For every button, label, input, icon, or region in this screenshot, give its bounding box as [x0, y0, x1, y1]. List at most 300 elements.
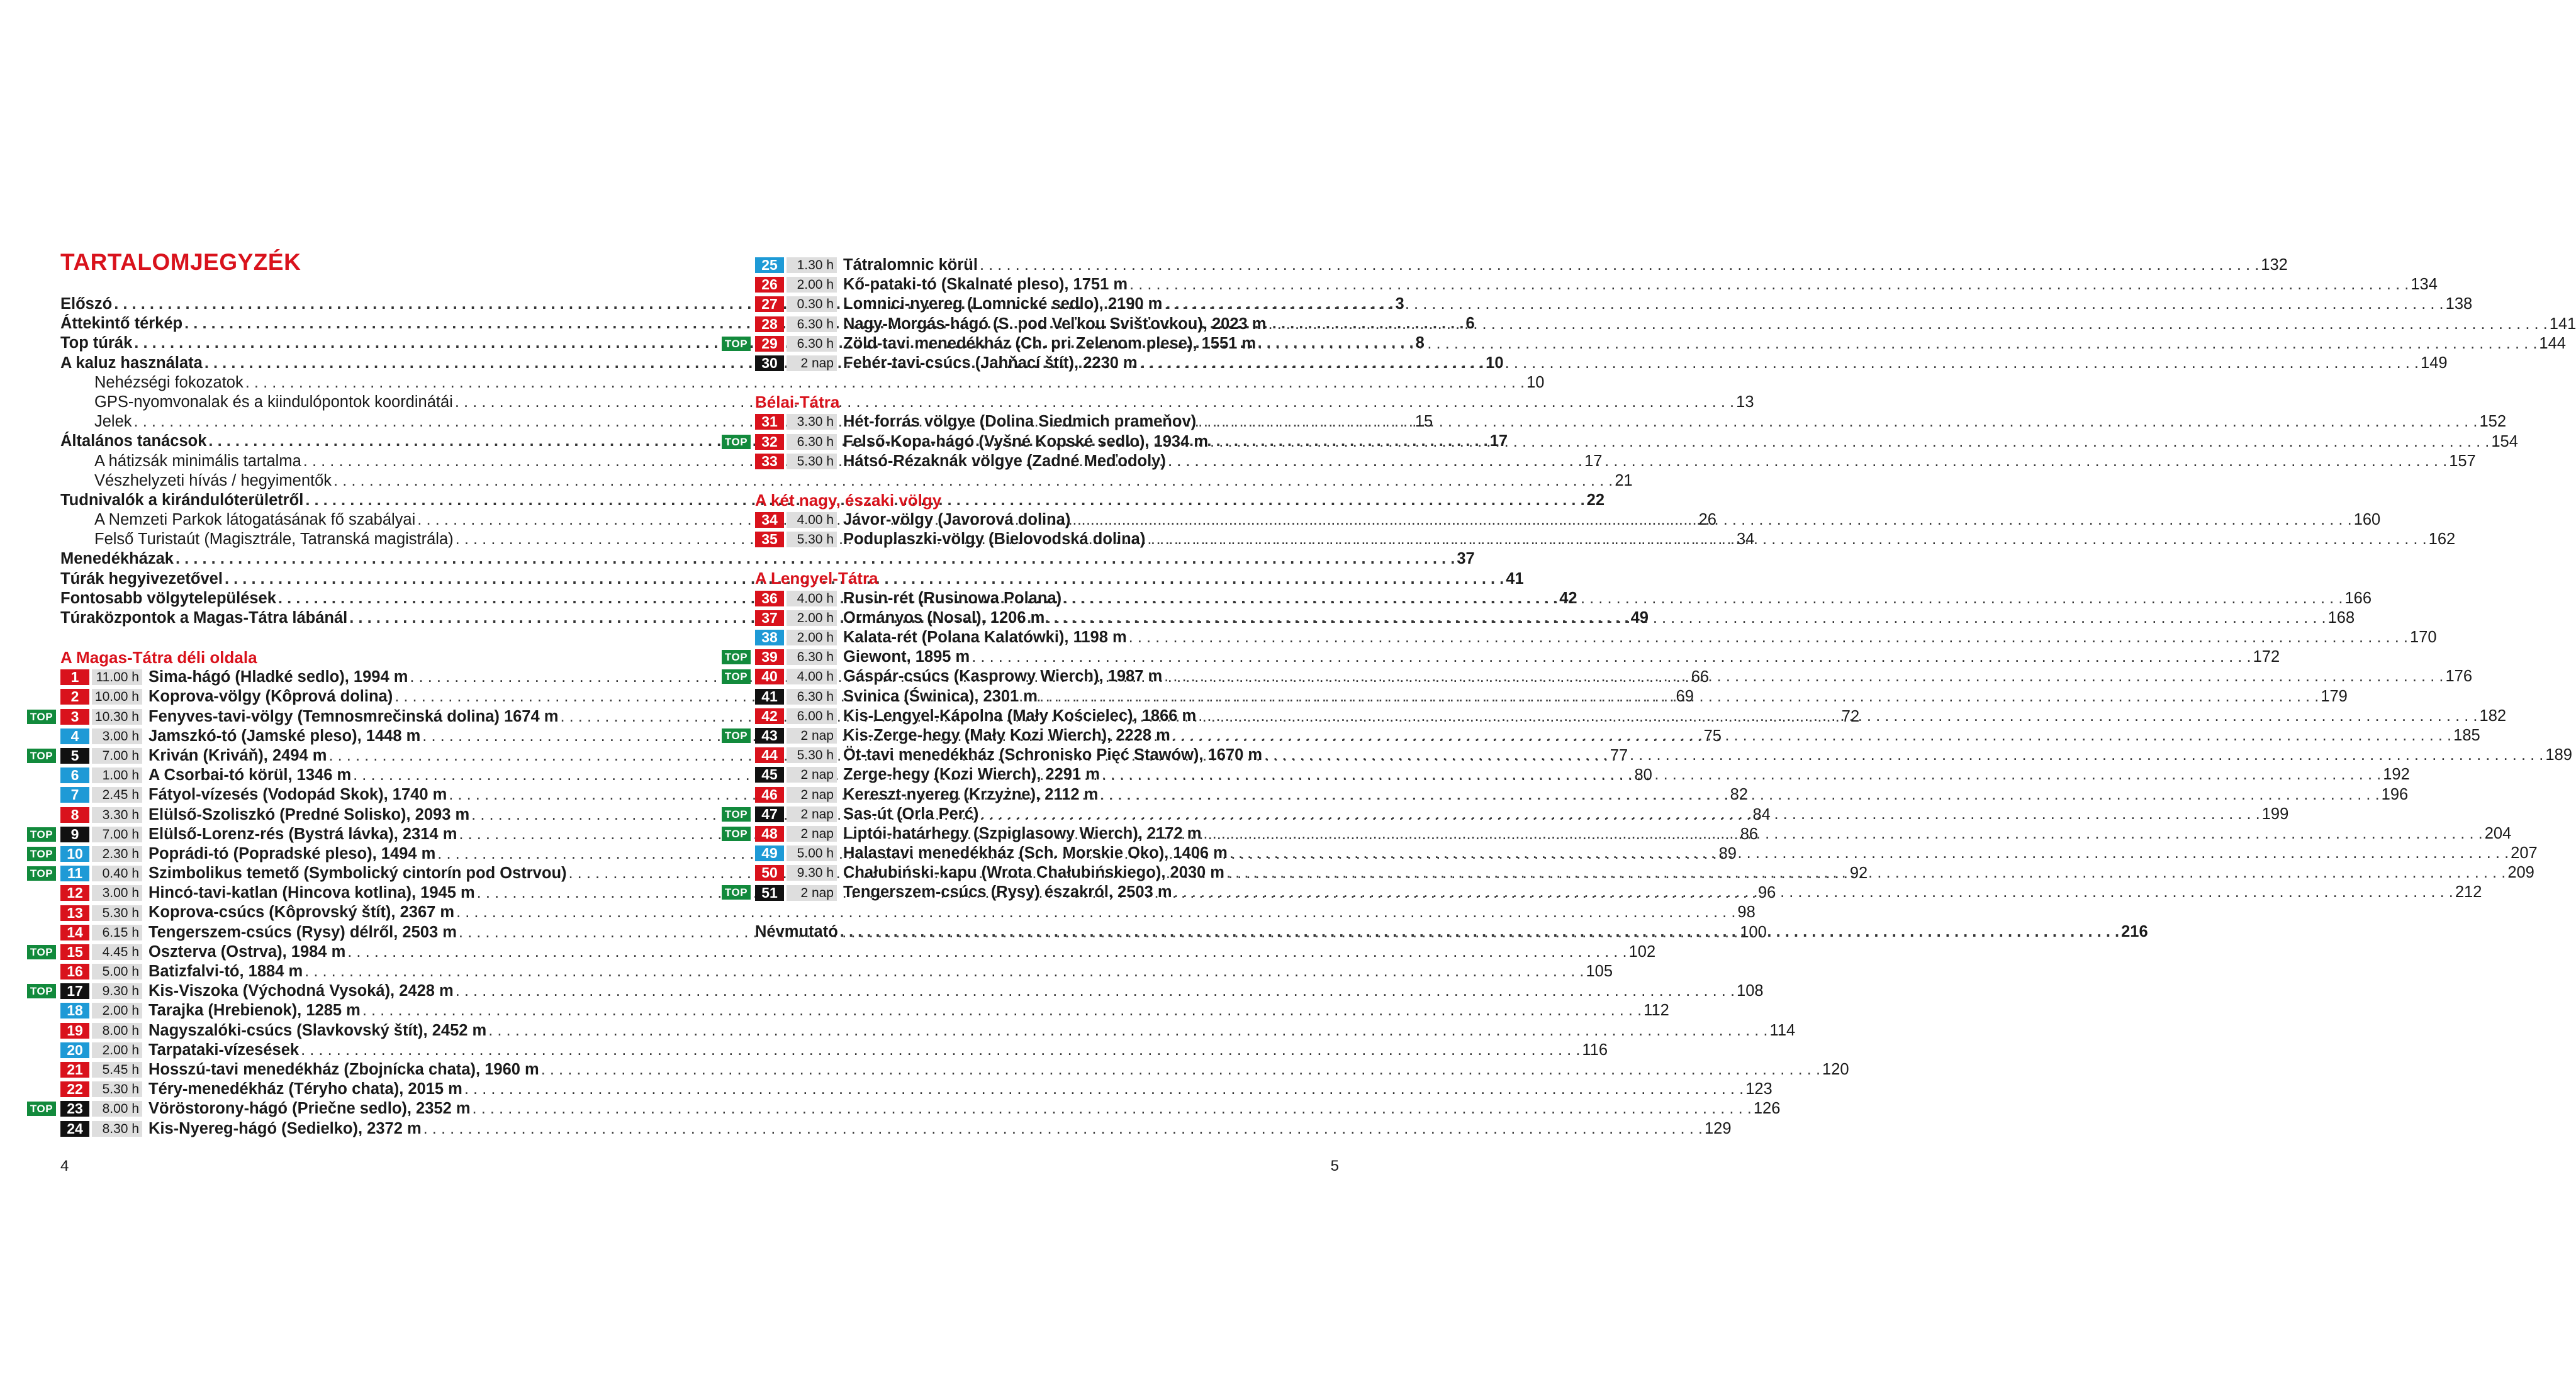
- entry-title: Fontosabb völgytelepülések: [60, 589, 276, 607]
- tour-number-badge: 32: [755, 434, 784, 450]
- tour-title: Tarajka (Hrebienok), 1285 m: [148, 1002, 361, 1020]
- entry-title: Jelek: [94, 413, 132, 431]
- top-badge: TOP: [722, 337, 751, 351]
- tour-number-badge: 25: [755, 257, 784, 273]
- tour-entry: [843, 354, 2448, 373]
- entry-page: 34: [1736, 530, 1755, 549]
- tour-number-badge: 22: [60, 1081, 89, 1097]
- tour-page: 170: [2410, 628, 2437, 646]
- tour-number-badge: 2: [60, 689, 89, 705]
- tour-title: Giewont, 1895 m: [843, 648, 970, 666]
- tour-duration: 10.00 h: [92, 689, 142, 705]
- tour-number-badge: 23: [60, 1101, 89, 1117]
- tour-duration: 0.40 h: [92, 866, 142, 881]
- tour-row[interactable]: [30, 981, 1764, 1001]
- tour-duration: 4.00 h: [787, 669, 837, 684]
- tour-page: 105: [1586, 963, 1613, 980]
- entry-title: Áttekintő térkép: [60, 315, 183, 333]
- tour-title: Poprádi-tó (Popradské pleso), 1494 m: [148, 844, 436, 862]
- tour-number-badge: 50: [755, 865, 784, 881]
- tour-page: 179: [2321, 687, 2348, 705]
- top-badge: TOP: [722, 669, 751, 684]
- tour-number-badge: 47: [755, 806, 784, 822]
- tour-page: 66: [1691, 668, 1710, 686]
- tour-number-badge: 3: [60, 709, 89, 725]
- tour-page: 77: [1610, 746, 1628, 764]
- tour-page: 185: [2453, 726, 2480, 744]
- entry-page: 17: [1584, 452, 1603, 470]
- entry-title: Túraközpontok a Magas-Tátra lábánál: [60, 609, 348, 627]
- tour-page: 207: [2511, 844, 2538, 862]
- index-page: 216: [2121, 922, 2148, 940]
- tour-title: Sima-hágó (Hladké sedlo), 1994 m: [148, 668, 408, 686]
- leader-dots: [1063, 589, 2343, 608]
- tour-title: Vöröstorony-hágó (Priečne sedlo), 2352 m: [148, 1100, 471, 1118]
- top-badge: TOP: [27, 945, 56, 959]
- tour-entry: [843, 510, 2380, 530]
- tour-page: 82: [1730, 786, 1748, 804]
- tour-page: 98: [1737, 903, 1756, 922]
- tour-title: Hosszú-tavi menedékház (Zbojnícka chata), 1960 m: [148, 1060, 539, 1078]
- tour-number-badge: 16: [60, 964, 89, 979]
- tour-row[interactable]: [60, 1080, 1772, 1099]
- tour-title: Kereszt-nyereg (Krzyżne), 2112 m: [843, 785, 1099, 803]
- tour-number-badge: 49: [755, 845, 784, 861]
- tour-row[interactable]: [60, 1021, 1796, 1041]
- tour-title: Tengerszem-csúcs (Rysy) északról, 2503 m: [843, 883, 1172, 901]
- tour-page: 120: [1822, 1060, 1849, 1078]
- top-badge: TOP: [27, 984, 56, 998]
- tour-number-badge: 24: [60, 1121, 89, 1137]
- tour-number-badge: 39: [755, 649, 784, 665]
- tour-page: 84: [1752, 805, 1771, 823]
- tour-page: 75: [1703, 727, 1722, 745]
- tour-number-badge: 5: [60, 748, 89, 764]
- tour-title: Zerge-hegy (Kozi Wierch), 2291 m: [843, 766, 1100, 784]
- tour-number-badge: 30: [755, 355, 784, 371]
- tour-page: 152: [2479, 413, 2506, 431]
- tour-title: Kalata-rét (Polana Kalatówki), 1198 m: [843, 628, 1127, 646]
- entry-title: Nehézségi fokozatok: [94, 373, 244, 391]
- entry-page: 8: [1415, 334, 1425, 352]
- tour-duration: 3.30 h: [787, 414, 837, 430]
- tour-duration: 2 nap: [787, 767, 837, 783]
- tour-page: 116: [1582, 1041, 1608, 1059]
- tour-number-badge: 38: [755, 630, 784, 645]
- tour-entry: [843, 706, 2506, 726]
- tour-duration: 5.30 h: [92, 1081, 142, 1097]
- tour-title: Felső-Kopa-hágó (Vyšné Kopské sedlo), 1934 m: [843, 432, 1209, 450]
- tour-number-badge: 28: [755, 316, 784, 332]
- tour-page: 141: [2549, 315, 2576, 333]
- tour-title: Szimbolikus temető (Symbolický cintorín pod Ostrvou): [148, 864, 567, 883]
- tour-page: 89: [1718, 844, 1737, 862]
- tour-duration: 8.30 h: [92, 1121, 142, 1137]
- leader-dots: [1268, 315, 2547, 334]
- tour-entry: [843, 824, 2511, 844]
- index-label: Névmutató: [755, 922, 838, 940]
- entry-title: Top túrák: [60, 334, 133, 352]
- tour-duration: 6.30 h: [787, 689, 837, 705]
- top-badge: TOP: [27, 847, 56, 861]
- tour-page: 154: [2491, 432, 2518, 450]
- tour-row[interactable]: [60, 903, 1756, 922]
- tour-number-badge: 27: [755, 296, 784, 312]
- leader-dots: [1229, 844, 2509, 863]
- top-badge: TOP: [27, 866, 56, 881]
- tour-entry: [843, 844, 2538, 863]
- tour-entry: [843, 294, 2472, 314]
- tour-page: 123: [1745, 1080, 1772, 1098]
- tour-title: Liptói-határhegy (Szpiglasowy Wierch), 2172 m: [843, 824, 1202, 842]
- tour-page: 129: [1704, 1119, 1732, 1137]
- entry-title: Előszó: [60, 295, 113, 313]
- leader-dots: [840, 922, 2119, 942]
- tour-title: Jávor-völgy (Javorová dolina): [843, 511, 1071, 529]
- tour-duration: 2 nap: [787, 787, 837, 803]
- tour-title: Elülső-Szoliszkó (Predné Solisko), 2093 m: [148, 805, 470, 823]
- tour-entry: [843, 530, 2455, 549]
- tour-number-badge: 43: [755, 728, 784, 744]
- tour-page: 196: [2381, 785, 2409, 803]
- tour-duration: 6.30 h: [787, 316, 837, 332]
- tour-number-badge: 42: [755, 708, 784, 724]
- leader-dots: [1100, 785, 2379, 805]
- tour-title: Lomnici-nyereg (Lomnické sedlo), 2190 m: [843, 295, 1163, 313]
- tour-number-badge: 33: [755, 454, 784, 469]
- tour-duration: 6.30 h: [787, 649, 837, 665]
- tour-duration: 2.00 h: [787, 610, 837, 626]
- tour-page: 212: [2455, 883, 2482, 901]
- entry-title: A Nemzeti Parkok látogatásának fő szabályai: [94, 511, 416, 529]
- tour-entry: [843, 745, 2572, 765]
- tour-duration: 4.00 h: [787, 512, 837, 528]
- entry-page: 15: [1414, 413, 1433, 431]
- tour-duration: 2 nap: [787, 885, 837, 901]
- toc-entry[interactable]: [60, 373, 1545, 393]
- tour-duration: 6.30 h: [787, 434, 837, 450]
- tour-number-badge: 29: [755, 336, 784, 352]
- tour-row[interactable]: [724, 647, 2280, 667]
- tour-page: 149: [2421, 354, 2448, 372]
- tour-number-badge: 51: [755, 885, 784, 901]
- entry-title: A hátizsák minimális tartalma: [94, 452, 301, 470]
- tour-number-badge: 6: [60, 767, 89, 783]
- leader-dots: [1102, 765, 2381, 784]
- tour-title: Kis-Zerge-hegy (Mały Kozi Wierch), 2228 m: [843, 726, 1170, 744]
- tour-title: Tarpataki-vízesések: [148, 1041, 300, 1059]
- tour-title: Fehér-tavi-csúcs (Jahňací štít), 2230 m: [843, 354, 1138, 372]
- top-badge: TOP: [722, 728, 751, 743]
- tour-page: 138: [2445, 295, 2473, 313]
- tour-entry: [843, 883, 2482, 902]
- tour-duration: 7.00 h: [92, 748, 142, 764]
- leader-dots: [1164, 294, 2443, 314]
- tour-duration: 1.00 h: [92, 767, 142, 783]
- tour-duration: 9.30 h: [787, 865, 837, 881]
- entry-page: 41: [1506, 569, 1524, 588]
- tour-page: 69: [1676, 688, 1694, 706]
- tour-row[interactable]: [60, 1041, 1608, 1060]
- tour-duration: 2.00 h: [787, 277, 837, 293]
- tour-title: Sas-út (Orla Perć): [843, 805, 979, 823]
- tour-row[interactable]: [755, 315, 2576, 334]
- top-badge: TOP: [722, 885, 751, 900]
- leader-dots: [1203, 824, 2482, 844]
- tour-duration: 5.00 h: [787, 845, 837, 861]
- top-badge: TOP: [722, 827, 751, 841]
- tour-title: Fátyol-vízesés (Vodopád Skok), 1740 m: [148, 786, 447, 804]
- tour-duration: 2 nap: [787, 826, 837, 842]
- tour-page: 199: [2261, 805, 2289, 823]
- tour-entry: [843, 667, 2472, 686]
- tour-title: Nagyszalóki-csúcs (Slavkovský štít), 2452 m: [148, 1021, 487, 1039]
- leader-dots: [1072, 510, 2351, 530]
- tour-entry: [843, 628, 2437, 647]
- tour-duration: 0.30 h: [787, 296, 837, 312]
- tour-title: Tengerszem-csúcs (Rysy) délről, 2503 m: [148, 923, 457, 941]
- leader-dots: [1129, 275, 2409, 294]
- tour-page: 204: [2484, 824, 2512, 842]
- leader-dots: [972, 647, 2251, 667]
- tour-duration: 8.00 h: [92, 1023, 142, 1039]
- tour-number-badge: 13: [60, 905, 89, 921]
- top-badge: TOP: [722, 435, 751, 449]
- tour-page: 134: [2411, 276, 2438, 294]
- tour-duration: 6.30 h: [787, 336, 837, 352]
- tour-row[interactable]: [60, 962, 1613, 981]
- tour-number-badge: 21: [60, 1062, 89, 1078]
- tour-page: 189: [2545, 746, 2572, 764]
- tour-entry: [843, 452, 2476, 471]
- tour-duration: 5.30 h: [787, 532, 837, 547]
- tour-title: Zöld-tavi menedékház (Ch. pri Zelenom plese), 1551 m: [843, 334, 1257, 352]
- leader-dots: [1164, 667, 2443, 686]
- tour-title: A Csorbai-tó körül, 1346 m: [148, 766, 352, 784]
- entry-title: Vészhelyzeti hívás / hegyimentők: [94, 471, 332, 489]
- tour-entry: [843, 785, 2408, 805]
- top-badge: TOP: [27, 749, 56, 763]
- top-badge: TOP: [722, 807, 751, 822]
- tour-title: Gáspár-csúcs (Kasprowy Wierch), 1987 m: [843, 667, 1163, 686]
- tour-page: 157: [2449, 452, 2476, 470]
- section-title-north-valleys: A két nagy, északi völgy: [755, 490, 942, 510]
- entry-page: 37: [1457, 550, 1475, 568]
- leader-dots: [1174, 883, 2453, 902]
- toc-entry[interactable]: [60, 471, 1633, 491]
- tour-duration: 1.30 h: [787, 257, 837, 273]
- tour-page: 168: [2327, 608, 2355, 627]
- tour-title: Öt-tavi menedékház (Schronisko Pięć Stawów), 1670 m: [843, 746, 1263, 764]
- tour-title: Kő-pataki-tó (Skalnaté pleso), 1751 m: [843, 276, 1128, 294]
- tour-page: 86: [1740, 825, 1759, 843]
- section-title-polish-tatra: A Lengyel-Tátra: [755, 569, 878, 588]
- leader-dots: [1140, 354, 2419, 373]
- leader-dots: [1198, 706, 2477, 726]
- tour-page: 100: [1740, 923, 1767, 941]
- tour-title: Halastavi menedékház (Sch. Morskie Oko), 1406 m: [843, 844, 1228, 862]
- tour-number-badge: 36: [755, 591, 784, 606]
- tour-page: 176: [2445, 667, 2473, 686]
- tour-title: Kis-Nyereg-hágó (Sedielko), 2372 m: [148, 1119, 422, 1137]
- leader-dots: [980, 805, 2260, 824]
- entry-page: 6: [1465, 315, 1475, 333]
- tour-page: 92: [1849, 864, 1868, 883]
- tour-title: Jamszkó-tó (Jamské pleso), 1448 m: [148, 727, 421, 745]
- tour-number-badge: 18: [60, 1003, 89, 1018]
- leader-dots: [980, 255, 2259, 275]
- tour-row[interactable]: [30, 942, 1656, 962]
- tour-number-badge: 10: [60, 846, 89, 862]
- tour-title: Koprova-völgy (Kôprová dolina): [148, 688, 393, 706]
- tour-row[interactable]: [60, 1001, 1669, 1020]
- tour-duration: 8.00 h: [92, 1101, 142, 1117]
- tour-title: Elülső-Lorenz-rés (Bystrá lávka), 2314 m: [148, 825, 457, 843]
- leader-dots: [1046, 608, 2326, 628]
- entry-page: 49: [1630, 609, 1649, 627]
- entry-title: Túrák hegyivezetővel: [60, 569, 223, 588]
- tour-title: Téry-menedékház (Téryho chata), 2015 m: [148, 1080, 462, 1098]
- tour-entry: [843, 412, 2506, 432]
- tour-duration: 2.00 h: [92, 1003, 142, 1018]
- tour-duration: 2 nap: [787, 806, 837, 822]
- leader-dots: [1264, 745, 2543, 765]
- tour-row[interactable]: [755, 294, 2473, 314]
- tour-page: 144: [2539, 334, 2566, 352]
- tour-page: 114: [1769, 1021, 1796, 1039]
- tour-duration: 10.30 h: [92, 709, 142, 725]
- tour-row[interactable]: [755, 255, 2288, 275]
- page-title: TARTALOMJEGYZÉK: [60, 249, 301, 275]
- tour-number-badge: 17: [60, 983, 89, 999]
- entry-page: 42: [1559, 589, 1577, 607]
- tour-row[interactable]: [755, 275, 2438, 294]
- tour-duration: 2.30 h: [92, 846, 142, 862]
- tour-duration: 3.00 h: [92, 728, 142, 744]
- tour-duration: 3.30 h: [92, 807, 142, 823]
- tour-page: 126: [1753, 1100, 1781, 1118]
- tour-title: Koprova-csúcs (Kôprovský štít), 2367 m: [148, 903, 455, 922]
- entry-title: Általános tanácsok: [60, 432, 207, 450]
- entry-title: Tudnivalók a kirándulóterületről: [60, 491, 304, 509]
- entry-page: 3: [1395, 295, 1404, 313]
- tour-duration: 4.00 h: [787, 591, 837, 606]
- top-badge: TOP: [722, 650, 751, 664]
- tour-number-badge: 14: [60, 925, 89, 940]
- tour-page: 102: [1628, 942, 1656, 961]
- tour-page: 209: [2507, 864, 2534, 882]
- tour-number-badge: 8: [60, 807, 89, 823]
- tour-number-badge: 19: [60, 1023, 89, 1039]
- tour-title: Tátralomnic körül: [843, 256, 978, 274]
- tour-title: Nagy-Morgás-hágó (S. pod Veľkou Svišťovkou), 2023 m: [843, 315, 1267, 333]
- entry-title: Menedékházak: [60, 550, 174, 568]
- entry-title: Felső Turistaút (Magisztrále, Tatranská magistrála): [94, 530, 454, 549]
- tour-entry: [843, 589, 2372, 608]
- tour-duration: 6.15 h: [92, 925, 142, 940]
- tour-title: Rusin-rét (Rusinowa Polana): [843, 589, 1062, 607]
- tour-duration: 2.00 h: [787, 630, 837, 645]
- entry-page: 21: [1615, 471, 1633, 489]
- tour-number-badge: 20: [60, 1042, 89, 1058]
- tour-number-badge: 48: [755, 826, 784, 842]
- toc-entry[interactable]: [60, 549, 1475, 569]
- tour-page: 96: [1757, 884, 1776, 902]
- tour-row[interactable]: [724, 334, 2566, 354]
- top-badge: TOP: [27, 1102, 56, 1116]
- leader-dots: [1198, 412, 2477, 432]
- tour-number-badge: 4: [60, 728, 89, 744]
- top-badge: TOP: [27, 710, 56, 724]
- entry-page: 22: [1586, 491, 1605, 509]
- tour-title: Ormányos (Nosal), 1206 m: [843, 608, 1045, 627]
- tour-entry: [843, 805, 2288, 824]
- tour-page: 192: [2383, 766, 2410, 784]
- tour-duration: 5.30 h: [92, 905, 142, 921]
- leader-dots: [1172, 726, 2451, 745]
- tour-row[interactable]: [60, 1119, 1732, 1139]
- tour-page: 182: [2479, 706, 2507, 725]
- tour-number-badge: 26: [755, 277, 784, 293]
- section-title-belai: Bélai-Tátra: [755, 393, 840, 412]
- leader-dots: [1039, 687, 2319, 706]
- section-title-south: A Magas-Tátra déli oldala: [60, 648, 257, 667]
- tour-row[interactable]: [60, 1060, 1849, 1080]
- tour-entry: [843, 608, 2355, 628]
- leader-dots: [1147, 530, 2426, 549]
- tour-entry: [843, 315, 2576, 334]
- tour-page: 108: [1737, 982, 1764, 1000]
- entry-title: GPS-nyomvonalak és a kiindulópontok koordinátái: [94, 393, 453, 411]
- tour-number-badge: 9: [60, 827, 89, 842]
- tour-title: Hincó-tavi-katlan (Hincova kotlina), 1945 m: [148, 884, 475, 902]
- tour-entry: [843, 255, 2288, 275]
- tour-number-badge: 45: [755, 767, 784, 783]
- tour-number-badge: 7: [60, 787, 89, 803]
- entry-page: 10: [1486, 354, 1504, 372]
- tour-number-badge: 35: [755, 532, 784, 547]
- tour-entry: [843, 687, 2348, 706]
- tour-duration: 7.00 h: [92, 827, 142, 842]
- leader-dots: [1226, 863, 2506, 883]
- tour-row[interactable]: [755, 412, 2506, 432]
- tour-number-badge: 37: [755, 610, 784, 626]
- tour-page: 160: [2353, 511, 2381, 529]
- tour-title: Batizfalvi-tó, 1884 m: [148, 963, 303, 980]
- tour-number-badge: 1: [60, 669, 89, 685]
- tour-title: Oszterva (Ostrva), 1984 m: [148, 942, 346, 961]
- tour-number-badge: 41: [755, 689, 784, 705]
- tour-duration: 5.00 h: [92, 964, 142, 979]
- tour-duration: 3.00 h: [92, 885, 142, 901]
- leader-dots: [1210, 432, 2489, 452]
- tour-title: Kis-Viszoka (Východná Vysoká), 2428 m: [148, 982, 454, 1000]
- tour-number-badge: 34: [755, 512, 784, 528]
- tour-title: Hátsó-Rézaknák völgye (Zadné Meďodoly): [843, 452, 1166, 470]
- top-badge: TOP: [27, 827, 56, 842]
- tour-title: Chałubiński-kapu (Wrota Chałubińskiego), 2030 m: [843, 864, 1224, 882]
- tour-entry: [843, 726, 2480, 745]
- tour-row[interactable]: [30, 1099, 1781, 1119]
- tour-entry: [843, 765, 2410, 784]
- tour-entry: [843, 863, 2534, 883]
- tour-page: 80: [1634, 766, 1652, 784]
- tour-duration: 4.45 h: [92, 944, 142, 960]
- tour-page: 72: [1841, 707, 1860, 725]
- tour-entry: [843, 432, 2518, 452]
- tour-row[interactable]: [755, 628, 2437, 647]
- tour-title: Kriván (Kriváň), 2494 m: [148, 746, 327, 764]
